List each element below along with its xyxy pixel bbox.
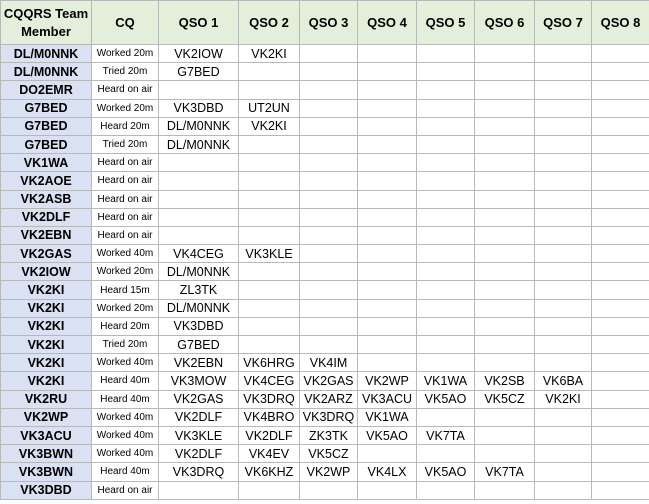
qso-callsign-cell <box>475 263 535 281</box>
qso-callsign-cell <box>417 481 475 499</box>
qso-callsign-cell <box>239 336 300 354</box>
qso-callsign-cell <box>535 336 592 354</box>
qso-callsign-cell: ZL3TK <box>159 281 239 299</box>
qso-callsign-cell <box>417 99 475 117</box>
team-member-cell: VK2KI <box>1 281 92 299</box>
team-member-cell: VK2KI <box>1 372 92 390</box>
cq-status-cell: Worked 40m <box>92 408 159 426</box>
table-row <box>1 117 649 135</box>
qso-callsign-cell: VK3ACU <box>358 390 417 408</box>
header-label: CQQRS Team Member <box>3 5 89 39</box>
cq-status-cell: Worked 40m <box>92 445 159 463</box>
qso-callsign-cell: VK4EV <box>239 445 300 463</box>
qso-callsign-cell <box>592 390 649 408</box>
table-row <box>1 45 649 63</box>
qso-callsign-cell <box>159 190 239 208</box>
qso-callsign-cell <box>592 317 649 335</box>
qso-callsign-cell <box>535 263 592 281</box>
qso-callsign-cell <box>535 190 592 208</box>
cq-status-cell: Heard 40m <box>92 372 159 390</box>
qso-callsign-cell: DL/M0NNK <box>159 135 239 153</box>
header-qso-8 <box>592 1 649 45</box>
qso-callsign-cell <box>358 281 417 299</box>
qso-callsign-cell <box>239 63 300 81</box>
header-label: QSO 7 <box>543 14 583 30</box>
table-row <box>1 281 649 299</box>
qso-callsign-cell <box>592 354 649 372</box>
qso-callsign-cell: VK2KI <box>535 390 592 408</box>
qso-callsign-cell <box>417 299 475 317</box>
qso-callsign-cell <box>535 63 592 81</box>
qso-callsign-cell <box>535 245 592 263</box>
qso-callsign-cell <box>300 81 358 99</box>
qso-callsign-cell <box>475 81 535 99</box>
qso-callsign-cell <box>159 226 239 244</box>
qso-callsign-cell <box>535 463 592 481</box>
table-row <box>1 390 649 408</box>
qso-callsign-cell <box>300 99 358 117</box>
qso-callsign-cell <box>358 63 417 81</box>
qso-callsign-cell <box>475 317 535 335</box>
table-row <box>1 154 649 172</box>
cq-status-cell: Heard on air <box>92 81 159 99</box>
qso-callsign-cell <box>239 172 300 190</box>
qso-callsign-cell <box>358 481 417 499</box>
table-row <box>1 208 649 226</box>
qso-callsign-cell <box>535 299 592 317</box>
qso-callsign-cell: VK4IM <box>300 354 358 372</box>
team-member-cell: VK2KI <box>1 299 92 317</box>
table-row <box>1 445 649 463</box>
cq-status-cell: Heard 40m <box>92 463 159 481</box>
qso-callsign-cell: VK7TA <box>475 463 535 481</box>
qso-callsign-cell <box>535 45 592 63</box>
qso-callsign-cell <box>535 226 592 244</box>
qso-callsign-cell: DL/M0NNK <box>159 263 239 281</box>
qso-callsign-cell <box>475 481 535 499</box>
qso-callsign-cell <box>475 245 535 263</box>
qso-callsign-cell <box>417 190 475 208</box>
qso-callsign-cell <box>535 481 592 499</box>
qso-callsign-cell: VK2EBN <box>159 354 239 372</box>
qso-callsign-cell <box>535 99 592 117</box>
cq-status-cell: Worked 40m <box>92 354 159 372</box>
qso-callsign-cell: VK6BA <box>535 372 592 390</box>
qso-callsign-cell <box>239 281 300 299</box>
qso-callsign-cell <box>592 245 649 263</box>
qso-callsign-cell <box>159 481 239 499</box>
qso-callsign-cell: VK2GAS <box>300 372 358 390</box>
qso-callsign-cell: UT2UN <box>239 99 300 117</box>
table-row <box>1 245 649 263</box>
qso-callsign-cell <box>592 426 649 444</box>
table-row <box>1 408 649 426</box>
table-header <box>1 1 649 45</box>
qso-callsign-cell <box>535 154 592 172</box>
qso-callsign-cell <box>417 135 475 153</box>
qso-callsign-cell <box>300 245 358 263</box>
qso-callsign-cell <box>358 45 417 63</box>
qso-callsign-cell <box>535 354 592 372</box>
qso-callsign-cell <box>417 245 475 263</box>
qso-callsign-cell <box>417 336 475 354</box>
table-row <box>1 481 649 499</box>
qso-callsign-cell <box>358 263 417 281</box>
header-qso-1 <box>159 1 239 45</box>
qso-callsign-cell <box>475 45 535 63</box>
header-label: QSO 3 <box>308 14 349 30</box>
qso-callsign-cell <box>475 154 535 172</box>
header-qso-3 <box>300 1 358 45</box>
qso-callsign-cell: VK6HRG <box>239 354 300 372</box>
qso-callsign-cell <box>239 226 300 244</box>
qso-callsign-cell: VK2KI <box>239 45 300 63</box>
qso-callsign-cell <box>239 154 300 172</box>
qso-callsign-cell <box>475 99 535 117</box>
team-member-cell: VK2KI <box>1 354 92 372</box>
qso-callsign-cell <box>417 117 475 135</box>
team-member-cell: G7BED <box>1 99 92 117</box>
qso-callsign-cell <box>300 190 358 208</box>
header-label: QSO 8 <box>600 14 641 30</box>
qso-callsign-cell <box>358 208 417 226</box>
cq-status-cell: Tried 20m <box>92 63 159 81</box>
qso-callsign-cell <box>417 208 475 226</box>
qso-callsign-cell: VK3KLE <box>159 426 239 444</box>
table-row <box>1 263 649 281</box>
qso-callsign-cell <box>592 63 649 81</box>
header-label: QSO 1 <box>178 14 219 30</box>
table-row <box>1 372 649 390</box>
qso-callsign-cell <box>417 317 475 335</box>
cq-status-cell: Heard on air <box>92 154 159 172</box>
team-member-cell: VK3ACU <box>1 426 92 444</box>
cq-status-cell: Heard on air <box>92 208 159 226</box>
header-row <box>1 1 649 45</box>
qso-callsign-cell <box>475 117 535 135</box>
header-qso-6 <box>475 1 535 45</box>
qso-callsign-cell: VK4BRO <box>239 408 300 426</box>
header-qso-4 <box>358 1 417 45</box>
team-member-cell: VK2AOE <box>1 172 92 190</box>
qso-callsign-cell <box>358 99 417 117</box>
qso-callsign-cell <box>592 445 649 463</box>
qso-callsign-cell: VK1WA <box>358 408 417 426</box>
qso-callsign-cell: G7BED <box>159 336 239 354</box>
team-member-cell: VK2KI <box>1 317 92 335</box>
qso-callsign-cell: VK2DLF <box>159 408 239 426</box>
qso-callsign-cell: VK7TA <box>417 426 475 444</box>
qso-callsign-cell <box>358 445 417 463</box>
qso-callsign-cell <box>592 481 649 499</box>
team-member-cell: VK2IOW <box>1 263 92 281</box>
qso-callsign-cell <box>300 172 358 190</box>
table-row <box>1 426 649 444</box>
qso-callsign-cell: VK5CZ <box>475 390 535 408</box>
qso-callsign-cell <box>475 190 535 208</box>
qso-callsign-cell <box>358 154 417 172</box>
qso-callsign-cell: VK4CEG <box>159 245 239 263</box>
qso-callsign-cell <box>535 135 592 153</box>
qso-callsign-cell <box>358 135 417 153</box>
qso-callsign-cell <box>417 172 475 190</box>
table-row <box>1 63 649 81</box>
team-member-cell: VK2KI <box>1 336 92 354</box>
team-member-cell: VK2DLF <box>1 208 92 226</box>
header-label: QSO 6 <box>484 14 525 30</box>
qso-callsign-cell <box>592 372 649 390</box>
qso-callsign-cell: VK3DBD <box>159 317 239 335</box>
header-qso-7 <box>535 1 592 45</box>
qso-callsign-cell: VK2ARZ <box>300 390 358 408</box>
qso-callsign-cell: ZK3TK <box>300 426 358 444</box>
cq-status-cell: Tried 20m <box>92 336 159 354</box>
table-row <box>1 299 649 317</box>
qso-callsign-cell: VK2IOW <box>159 45 239 63</box>
qso-callsign-cell <box>535 81 592 99</box>
qso-callsign-cell <box>300 299 358 317</box>
qso-callsign-cell <box>592 208 649 226</box>
qso-callsign-cell <box>239 317 300 335</box>
qso-callsign-cell <box>358 172 417 190</box>
qso-callsign-cell <box>475 299 535 317</box>
qso-callsign-cell <box>159 81 239 99</box>
qso-callsign-cell <box>592 336 649 354</box>
qso-callsign-cell <box>535 281 592 299</box>
qso-callsign-cell <box>475 226 535 244</box>
header-label: CQ <box>115 14 135 30</box>
qso-callsign-cell: VK2DLF <box>159 445 239 463</box>
team-member-cell: VK2GAS <box>1 245 92 263</box>
qso-callsign-cell: VK1WA <box>417 372 475 390</box>
header-qso-2 <box>239 1 300 45</box>
qso-callsign-cell <box>475 63 535 81</box>
cq-status-cell: Tried 20m <box>92 135 159 153</box>
qso-callsign-cell <box>358 354 417 372</box>
qso-callsign-cell <box>417 81 475 99</box>
cq-status-cell: Worked 40m <box>92 245 159 263</box>
qso-callsign-cell <box>358 245 417 263</box>
qso-callsign-cell: VK4CEG <box>239 372 300 390</box>
qso-callsign-cell <box>358 299 417 317</box>
qso-callsign-cell <box>239 299 300 317</box>
qso-callsign-cell <box>239 190 300 208</box>
qso-callsign-cell <box>535 408 592 426</box>
table-row <box>1 135 649 153</box>
team-member-cell: VK2RU <box>1 390 92 408</box>
qso-callsign-cell <box>592 117 649 135</box>
qso-callsign-cell <box>300 336 358 354</box>
qso-callsign-cell: VK2DLF <box>239 426 300 444</box>
qso-callsign-cell: VK5CZ <box>300 445 358 463</box>
qso-callsign-cell <box>475 208 535 226</box>
qso-callsign-cell <box>417 226 475 244</box>
qso-callsign-cell <box>239 135 300 153</box>
table-row <box>1 317 649 335</box>
qso-callsign-cell <box>535 426 592 444</box>
qso-callsign-cell <box>592 45 649 63</box>
header-label: QSO 5 <box>425 14 466 30</box>
qso-callsign-cell <box>300 117 358 135</box>
qso-callsign-cell <box>475 408 535 426</box>
team-member-cell: VK3BWN <box>1 463 92 481</box>
team-member-cell: DO2EMR <box>1 81 92 99</box>
qso-callsign-cell <box>592 263 649 281</box>
team-member-cell: VK2EBN <box>1 226 92 244</box>
qso-callsign-cell <box>300 154 358 172</box>
qso-callsign-cell <box>300 45 358 63</box>
cq-status-cell: Heard on air <box>92 481 159 499</box>
header-cq <box>92 1 159 45</box>
header-label: QSO 4 <box>367 14 407 30</box>
qso-callsign-cell <box>417 45 475 63</box>
cq-status-cell: Heard on air <box>92 172 159 190</box>
qso-callsign-cell <box>417 281 475 299</box>
qso-callsign-cell: DL/M0NNK <box>159 299 239 317</box>
qso-callsign-cell <box>592 172 649 190</box>
qso-callsign-cell <box>239 208 300 226</box>
cq-status-cell: Heard on air <box>92 190 159 208</box>
table-row <box>1 190 649 208</box>
qso-callsign-cell: VK2SB <box>475 372 535 390</box>
table-row <box>1 336 649 354</box>
cq-status-cell: Heard 15m <box>92 281 159 299</box>
cq-status-cell: Worked 20m <box>92 263 159 281</box>
qso-callsign-cell <box>239 81 300 99</box>
table-row <box>1 463 649 481</box>
qso-callsign-cell <box>159 154 239 172</box>
qso-callsign-cell <box>475 445 535 463</box>
team-member-cell: DL/M0NNK <box>1 45 92 63</box>
team-member-cell: VK2ASB <box>1 190 92 208</box>
table-row <box>1 172 649 190</box>
qso-callsign-cell <box>417 154 475 172</box>
qso-callsign-cell: VK5AO <box>358 426 417 444</box>
qso-callsign-cell: VK2GAS <box>159 390 239 408</box>
table-row <box>1 99 649 117</box>
qso-callsign-cell <box>239 263 300 281</box>
qso-callsign-cell <box>475 135 535 153</box>
qso-callsign-cell <box>592 408 649 426</box>
qso-callsign-cell <box>358 317 417 335</box>
team-member-cell: VK3BWN <box>1 445 92 463</box>
cq-status-cell: Worked 20m <box>92 45 159 63</box>
header-team-member <box>1 1 92 45</box>
qso-callsign-cell <box>592 99 649 117</box>
qso-callsign-cell <box>592 226 649 244</box>
team-member-cell: VK1WA <box>1 154 92 172</box>
qso-callsign-cell <box>417 408 475 426</box>
qso-callsign-cell: VK3DBD <box>159 99 239 117</box>
team-member-cell: G7BED <box>1 117 92 135</box>
qso-callsign-cell <box>592 463 649 481</box>
qso-callsign-cell <box>592 281 649 299</box>
table-row <box>1 226 649 244</box>
qso-callsign-cell <box>300 208 358 226</box>
qso-callsign-cell: VK2KI <box>239 117 300 135</box>
qso-callsign-cell: G7BED <box>159 63 239 81</box>
qso-callsign-cell <box>300 135 358 153</box>
qso-callsign-cell <box>475 336 535 354</box>
qso-callsign-cell <box>358 336 417 354</box>
qso-callsign-cell <box>159 172 239 190</box>
team-member-cell: VK3DBD <box>1 481 92 499</box>
qso-callsign-cell <box>358 190 417 208</box>
qso-callsign-cell: VK5AO <box>417 390 475 408</box>
qso-callsign-cell <box>417 63 475 81</box>
team-member-cell: DL/M0NNK <box>1 63 92 81</box>
qso-callsign-cell <box>300 263 358 281</box>
qso-callsign-cell: VK3DRQ <box>239 390 300 408</box>
qso-callsign-cell <box>239 481 300 499</box>
team-member-cell: VK2WP <box>1 408 92 426</box>
qso-callsign-cell <box>475 172 535 190</box>
qso-callsign-cell <box>475 281 535 299</box>
qso-callsign-cell <box>535 117 592 135</box>
header-qso-5 <box>417 1 475 45</box>
table-row <box>1 81 649 99</box>
header-label: QSO 2 <box>249 14 289 30</box>
table-body <box>1 45 649 500</box>
qso-callsign-cell <box>417 263 475 281</box>
table-row <box>1 354 649 372</box>
qso-callsign-cell <box>300 281 358 299</box>
qso-callsign-cell <box>300 226 358 244</box>
qso-callsign-cell: VK3MOW <box>159 372 239 390</box>
qso-callsign-cell <box>535 172 592 190</box>
qso-callsign-cell: VK2WP <box>358 372 417 390</box>
qso-callsign-cell <box>358 81 417 99</box>
qso-callsign-cell: VK6KHZ <box>239 463 300 481</box>
qso-callsign-cell <box>535 317 592 335</box>
qso-callsign-cell <box>592 299 649 317</box>
qso-callsign-cell <box>417 445 475 463</box>
qso-callsign-cell <box>358 226 417 244</box>
cq-status-cell: Heard 20m <box>92 317 159 335</box>
qso-callsign-cell <box>358 117 417 135</box>
qso-callsign-cell <box>475 354 535 372</box>
qso-callsign-cell <box>592 154 649 172</box>
qso-callsign-cell: VK3DRQ <box>300 408 358 426</box>
cq-status-cell: Worked 40m <box>92 426 159 444</box>
qso-callsign-cell: VK2WP <box>300 463 358 481</box>
qso-callsign-cell <box>417 354 475 372</box>
qso-callsign-cell <box>535 208 592 226</box>
cq-status-cell: Heard 40m <box>92 390 159 408</box>
qso-callsign-cell: VK3KLE <box>239 245 300 263</box>
qso-callsign-cell <box>159 208 239 226</box>
cq-status-cell: Heard on air <box>92 226 159 244</box>
qso-callsign-cell <box>592 135 649 153</box>
team-member-cell: G7BED <box>1 135 92 153</box>
qso-callsign-cell <box>300 481 358 499</box>
qso-callsign-cell <box>300 63 358 81</box>
qso-callsign-cell <box>592 81 649 99</box>
qso-callsign-cell <box>300 317 358 335</box>
cq-status-cell: Worked 20m <box>92 299 159 317</box>
qso-callsign-cell: VK5AO <box>417 463 475 481</box>
qso-callsign-cell <box>535 445 592 463</box>
qso-callsign-cell: VK3DRQ <box>159 463 239 481</box>
cq-status-cell: Worked 20m <box>92 99 159 117</box>
cq-status-cell: Heard 20m <box>92 117 159 135</box>
qso-callsign-cell: DL/M0NNK <box>159 117 239 135</box>
qso-callsign-cell <box>592 190 649 208</box>
qso-callsign-cell <box>475 426 535 444</box>
qso-callsign-cell: VK4LX <box>358 463 417 481</box>
